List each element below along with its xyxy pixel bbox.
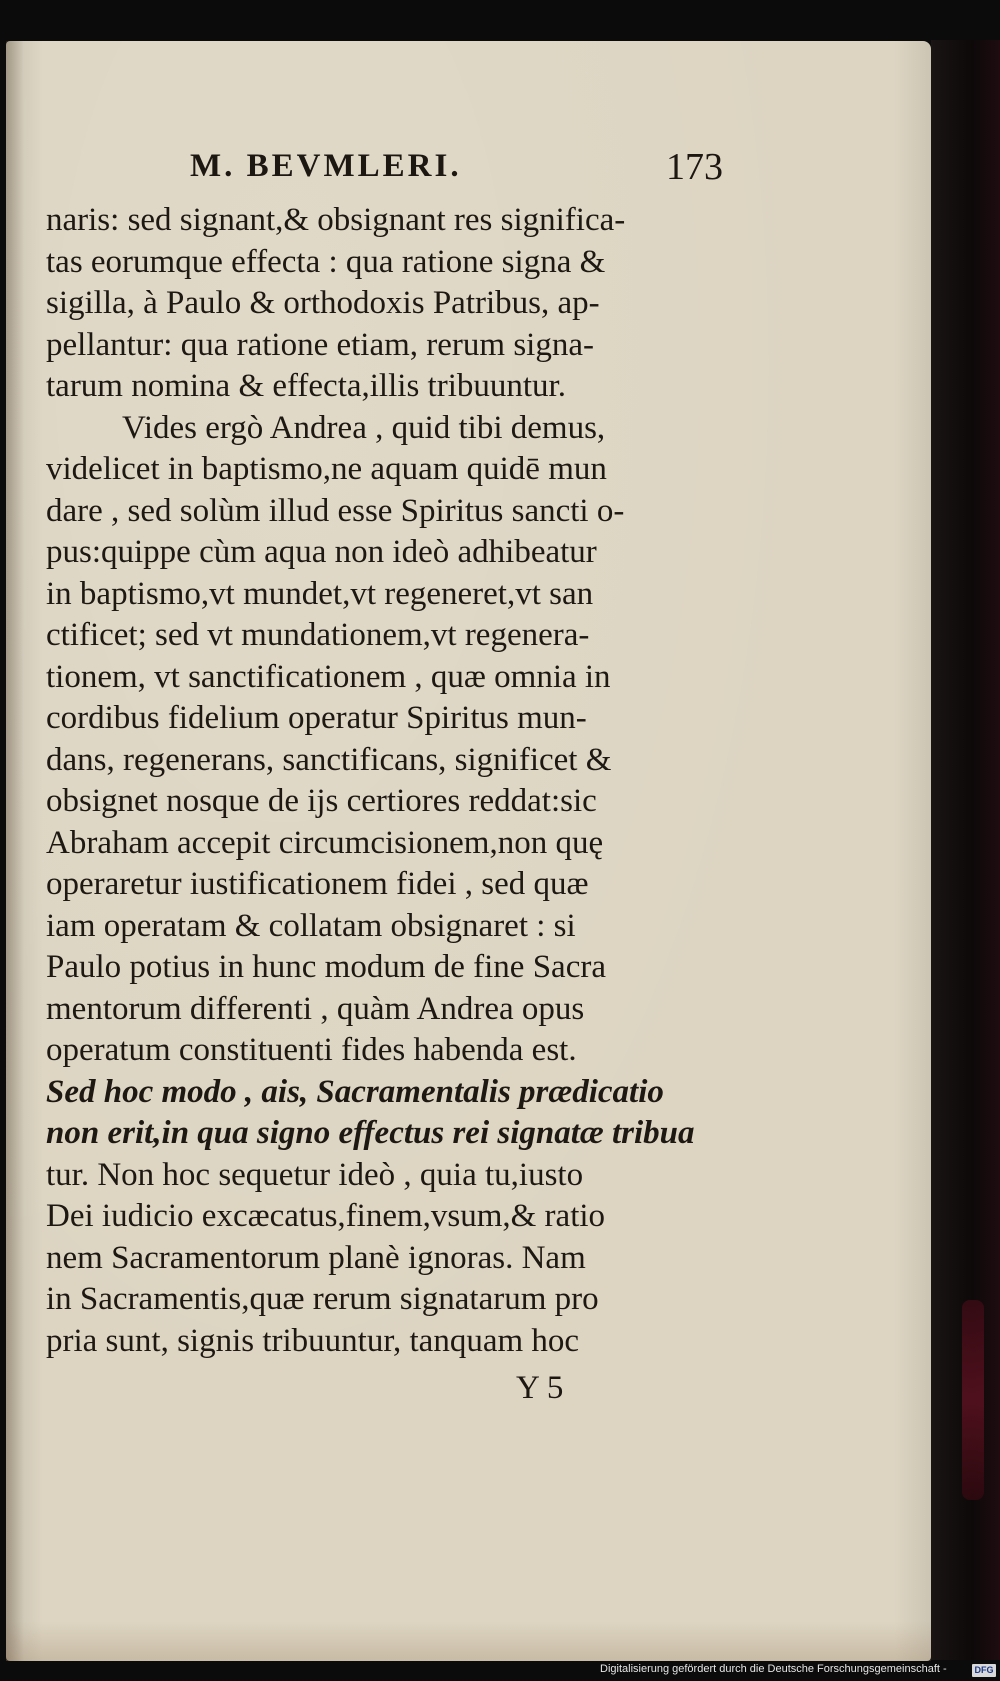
- text-line: dare , sed solùm illud esse Spiritus sancti o-: [46, 492, 625, 529]
- text-line: operatum constituenti fides habenda est.: [46, 1032, 577, 1068]
- text-line: in baptismo,vt mundet,vt regeneret,vt san: [46, 575, 594, 612]
- text-line: mentorum differenti , quàm Andrea opus: [46, 990, 585, 1027]
- text-line: non erit,in qua signo effectus rei signatæ tribua: [46, 1115, 695, 1151]
- text-line: pria sunt, signis tribuuntur, tanquam hoc: [46, 1322, 580, 1359]
- text-line: Sed hoc modo , ais, Sacramentalis prædicatio: [46, 1073, 664, 1110]
- text-line: in Sacramentis,quæ rerum signatarum pro: [46, 1281, 599, 1317]
- body-text: [46, 200, 716, 1362]
- text-line: pus:quippe cùm aqua non ideò adhibeatur: [46, 534, 597, 570]
- text-line: sigilla, à Paulo & orthodoxis Patribus, ap-: [46, 285, 600, 321]
- text-line: tas eorumque effecta : qua ratione signa &: [46, 243, 606, 280]
- text-line: videlicet in baptismo,ne aquam quidē mun: [46, 451, 607, 487]
- signature-mark: Y 5: [516, 1370, 564, 1406]
- page-bottom-edge: [6, 1621, 931, 1661]
- gutter-shadow: [6, 41, 24, 1661]
- text-line: operaretur iustificationem fidei , sed quæ: [46, 866, 589, 902]
- text-line: tarum nomina & effecta,illis tribuuntur.: [46, 368, 566, 404]
- text-line: Abraham accepit circumcisionem,non quę: [46, 824, 604, 861]
- running-title: M. BEVMLERI.: [190, 148, 462, 184]
- text-line: Vides ergò Andrea , quid tibi demus,: [122, 409, 606, 446]
- page-number: 173: [666, 146, 723, 188]
- text-line: obsignet nosque de ijs certiores reddat:sic: [46, 783, 597, 819]
- text-line: tur. Non hoc sequetur ideò , quia tu,iusto: [46, 1156, 584, 1193]
- text-line: ctificet; sed vt mundationem,vt regenera-: [46, 617, 590, 653]
- digitization-credit: Digitalisierung gefördert durch die Deutsche Forschungsgemeinschaft -: [600, 1663, 947, 1675]
- text-line: pellantur: qua ratione etiam, rerum signa-: [46, 326, 594, 363]
- text-line: nem Sacramentorum planè ignoras. Nam: [46, 1239, 586, 1276]
- text-line: dans, regenerans, sanctificans, significet &: [46, 741, 612, 778]
- text-line: cordibus fidelium operatur Spiritus mun-: [46, 700, 587, 736]
- spine-bookmark: [962, 1300, 984, 1500]
- text-line: Dei iudicio excæcatus,finem,vsum,& ratio: [46, 1198, 606, 1234]
- dfg-logo: DFG: [972, 1664, 996, 1677]
- text-line: iam operatam & collatam obsignaret : si: [46, 907, 576, 944]
- text-line: Paulo potius in hunc modum de fine Sacra: [46, 949, 606, 985]
- text-line: naris: sed signant,& obsignant res significa-: [46, 202, 626, 238]
- text-line: tionem, vt sanctificationem , quæ omnia in: [46, 658, 611, 695]
